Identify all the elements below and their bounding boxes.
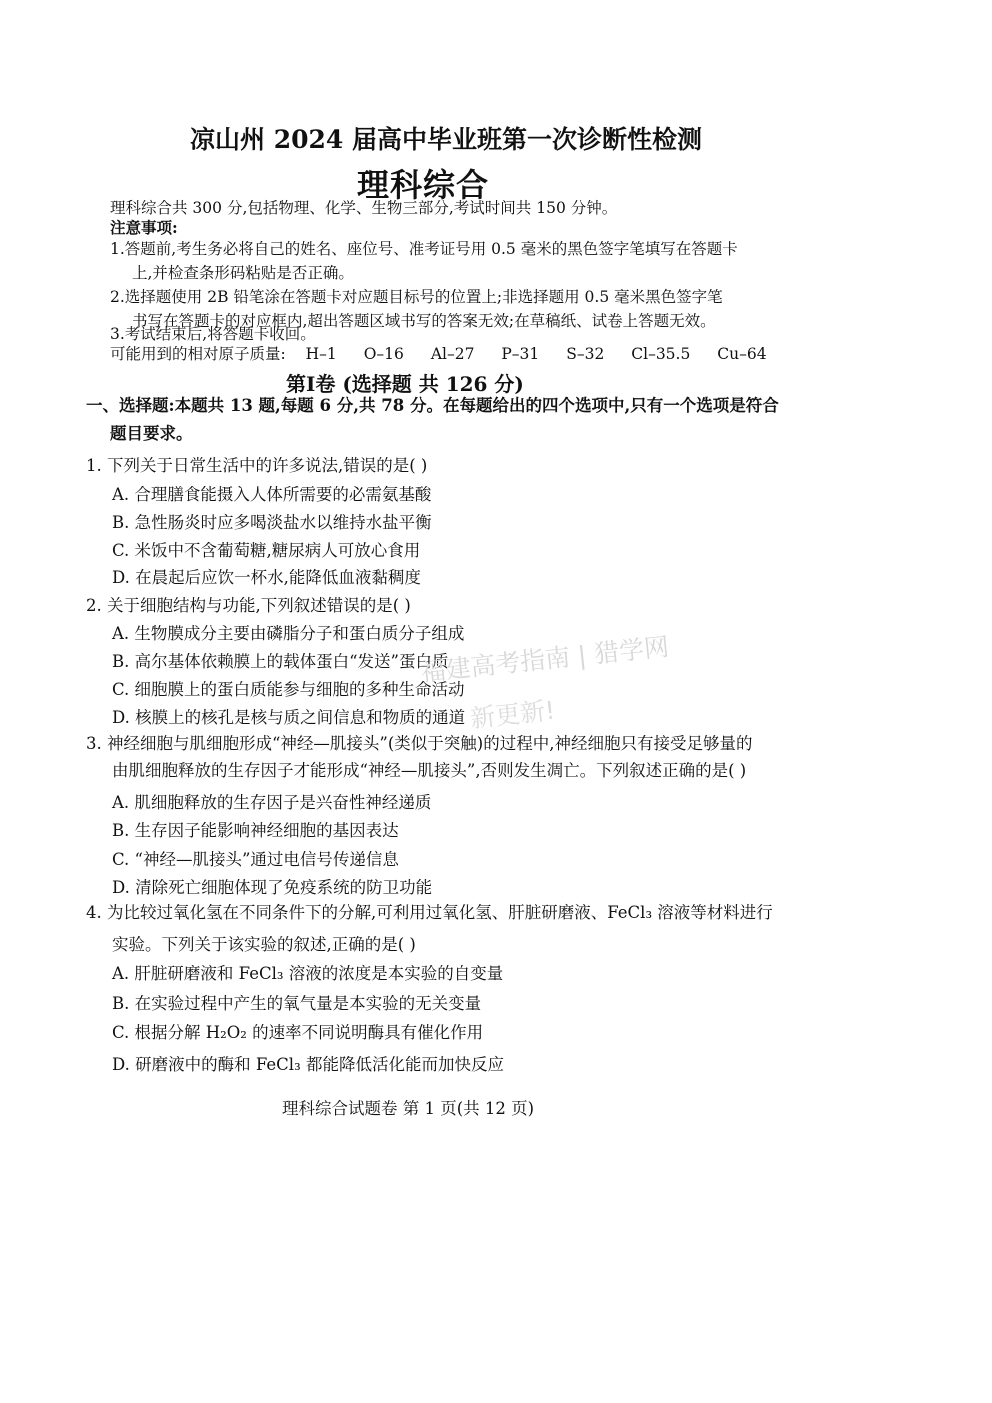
atomic-mass-value: O–16 [363, 345, 404, 363]
atomic-masses-label: 可能用到的相对原子质量: [110, 345, 286, 363]
question-option: B. 急性肠炎时应多喝淡盐水以维持水盐平衡 [112, 513, 432, 532]
question-stem: 实验。下列关于该实验的叙述,正确的是( ) [112, 935, 416, 954]
question-option: B. 高尔基体依赖膜上的载体蛋白“发送”蛋白质 [112, 652, 449, 671]
atomic-mass-value: Cl–35.5 [631, 345, 691, 363]
question-option: A. 肌细胞释放的生存因子是兴奋性神经递质 [112, 793, 432, 812]
atomic-mass-value: Al–27 [430, 345, 475, 363]
section-title: 第Ⅰ卷 (选择题 共 126 分) [286, 372, 524, 396]
page-footer: 理科综合试题卷 第 1 页(共 12 页) [282, 1099, 535, 1118]
atomic-mass-value: S–32 [566, 345, 605, 363]
section-description: 题目要求。 [110, 424, 193, 443]
question-option: A. 合理膳食能摄入人体所需要的必需氨基酸 [112, 485, 432, 504]
exam-subtitle: 理科综合 [357, 166, 490, 204]
atomic-mass-value: H–1 [305, 345, 337, 363]
question-option: C. 米饭中不含葡萄糖,糖尿病人可放心食用 [112, 541, 421, 560]
atomic-mass-value: Cu–64 [717, 345, 767, 363]
atomic-mass-value: P–31 [501, 345, 540, 363]
section-description: 一、选择题:本题共 13 题,每题 6 分,共 78 分。在每题给出的四个选项中,只有一个选项是符合 [86, 396, 779, 415]
intro-text: 理科综合共 300 分,包括物理、化学、生物三部分,考试时间共 150 分钟。 [110, 199, 618, 217]
question-option: C. 根据分解 H₂O₂ 的速率不同说明酶具有催化作用 [112, 1023, 484, 1042]
watermark: 福建高考指南 | 猎学网 [419, 632, 671, 687]
question-option: B. 在实验过程中产生的氧气量是本实验的无关变量 [112, 994, 482, 1013]
question-option: A. 肝脏研磨液和 FeCl₃ 溶液的浓度是本实验的自变量 [112, 964, 504, 983]
exam-title: 凉山州 2024 届高中毕业班第一次诊断性检测 [190, 125, 702, 154]
question-stem: 3. 神经细胞与肌细胞形成“神经—肌接头”(类似于突触)的过程中,神经细胞只有接受足够量的 [86, 734, 753, 753]
question-option: D. 在晨起后应饮一杯水,能降低血液黏稠度 [112, 568, 421, 587]
question-option: B. 生存因子能影响神经细胞的基因表达 [112, 821, 399, 840]
note-line: 3.考试结束后,将答题卡收回。 [110, 325, 316, 343]
question-option: C. “神经—肌接头”通过电信号传递信息 [112, 850, 399, 869]
question-option: D. 核膜上的核孔是核与质之间信息和物质的通道 [112, 708, 466, 727]
question-option: D. 研磨液中的酶和 FeCl₃ 都能降低活化能而加快反应 [112, 1055, 504, 1074]
question-stem: 1. 下列关于日常生活中的许多说法,错误的是( ) [86, 456, 428, 475]
note-line: 上,并检查条形码粘贴是否正确。 [132, 264, 354, 282]
notes-heading: 注意事项: [110, 218, 178, 237]
question-stem: 4. 为比较过氧化氢在不同条件下的分解,可利用过氧化氢、肝脏研磨液、FeCl₃ 溶液等材料进行 [86, 903, 773, 922]
atomic-masses [110, 342, 789, 364]
note-line: 2.选择题使用 2B 铅笔涂在答题卡对应题目标号的位置上;非选择题用 0.5 毫米黑色签字笔 [110, 288, 723, 306]
question-stem: 2. 关于细胞结构与功能,下列叙述错误的是( ) [86, 596, 411, 615]
note-line: 书写在答题卡的对应框内,超出答题区域书写的答案无效;在草稿纸、试卷上答题无效。 [132, 312, 716, 330]
note-line: 1.答题前,考生务必将自己的姓名、座位号、准考证号用 0.5 毫米的黑色签字笔填写在答题卡 [110, 240, 738, 258]
question-option: D. 清除死亡细胞体现了免疫系统的防卫功能 [112, 878, 433, 897]
question-stem: 由肌细胞释放的生存因子才能形成“神经—肌接头”,否则发生凋亡。下列叙述正确的是( ) [112, 761, 747, 780]
question-option: A. 生物膜成分主要由磷脂分子和蛋白质分子组成 [112, 624, 465, 643]
question-option: C. 细胞膜上的蛋白质能参与细胞的多种生命活动 [112, 680, 465, 699]
watermark: 新更新! [468, 695, 557, 734]
